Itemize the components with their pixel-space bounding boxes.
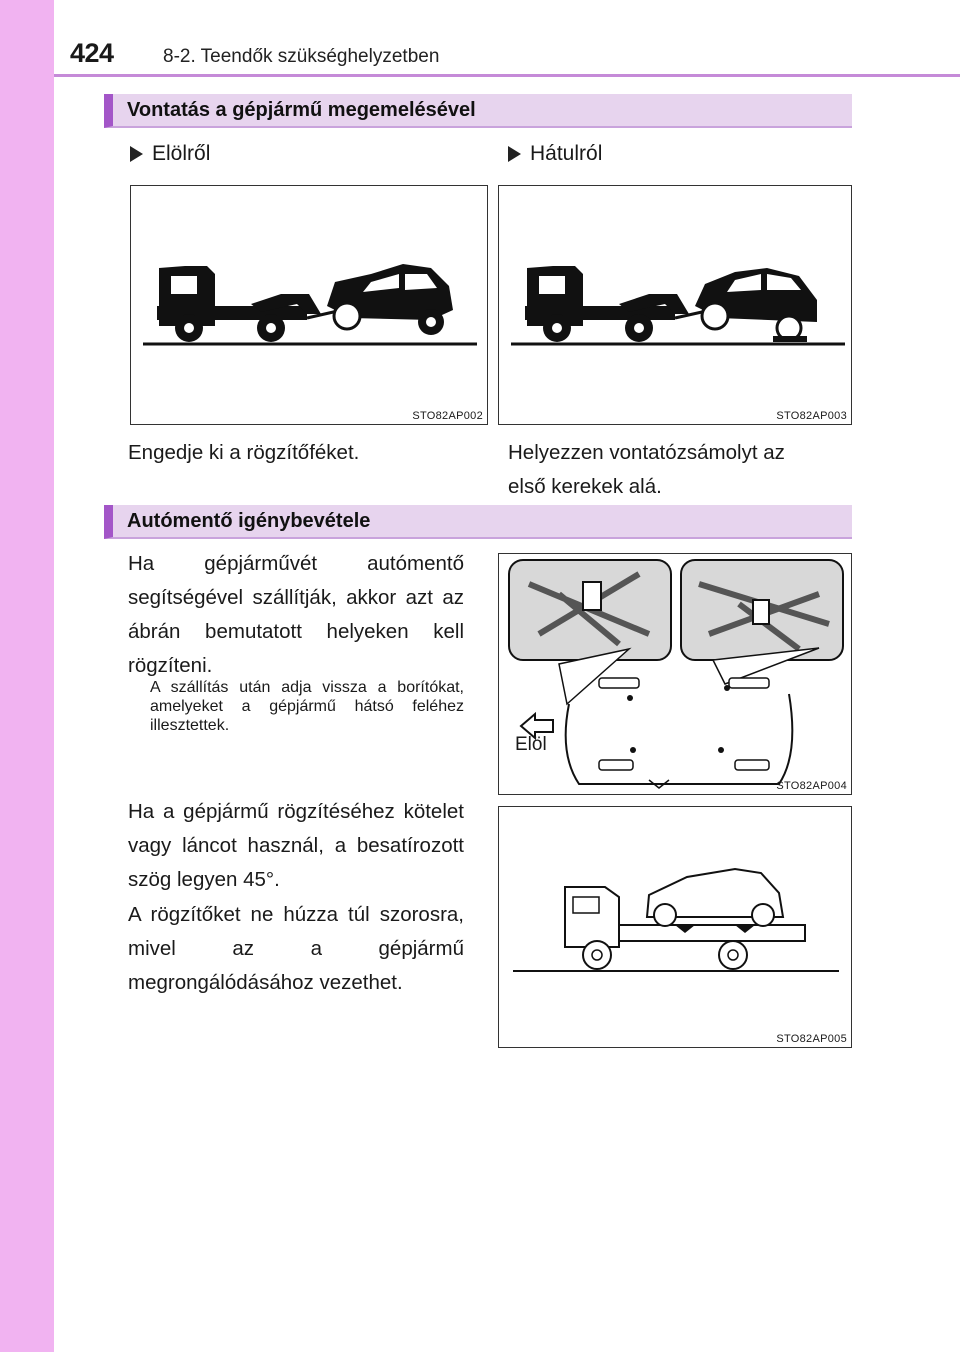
flatbed-heading [104,505,852,539]
figure-code: STO82AP003 [776,410,847,422]
figure-code: STO82AP004 [776,780,847,792]
rear-tow-label: Hátulról [508,142,602,166]
tow-truck-rear-illustration [499,186,853,426]
figure-code: STO82AP005 [776,1033,847,1045]
front-direction-label: Elöl [515,734,547,755]
flatbed-heading-text: Autómentő igénybevétele [127,510,371,532]
flatbed-paragraph-1: Ha gépjárművét autómentő segítségével szállítják, akkor azt az ábrán bemutatott helyeken kell rögzíteni. [128,552,464,677]
page-number: 424 [70,38,114,68]
flatbed-paragraph-3: A rögzítőket ne húzza túl szorosra, mivel az a gépjármű megrongálódásához vezethet. [128,903,464,994]
triangle-bullet-icon [130,146,143,162]
tow-truck-front-illustration [131,186,489,426]
towing-lift-heading [104,94,852,128]
front-tow-label: Elölről [130,142,210,166]
flatbed-truck-illustration [499,807,853,1049]
front-tow-caption: Engedje ki a rögzítőféket. [128,441,360,464]
page-side-band [0,0,54,1352]
tie-down-points-figure [498,553,852,795]
figure-code: STO82AP002 [412,410,483,422]
triangle-bullet-icon [508,146,521,162]
header-divider [54,74,960,77]
section-title: 8-2. Teendők szükséghelyzetben [163,46,440,67]
flatbed-truck-figure [498,806,852,1048]
flatbed-note: A szállítás után adja vissza a borítókat, amelyeket a gépjármű hátsó feléhez illesztettek. [150,679,464,734]
rear-tow-caption-line2: első kerekek alá. [508,475,662,498]
tie-down-points-illustration [499,554,853,796]
rear-tow-figure [498,185,852,425]
rear-tow-caption-line1: Helyezzen vontatózsámolyt az [508,441,785,464]
flatbed-paragraph-2: Ha a gépjármű rögzítéséhez kötelet vagy láncot használ, a besatírozott szög legyen 45°. [128,800,464,891]
towing-lift-heading-text: Vontatás a gépjármű megemelésével [127,99,476,121]
front-tow-figure [130,185,488,425]
